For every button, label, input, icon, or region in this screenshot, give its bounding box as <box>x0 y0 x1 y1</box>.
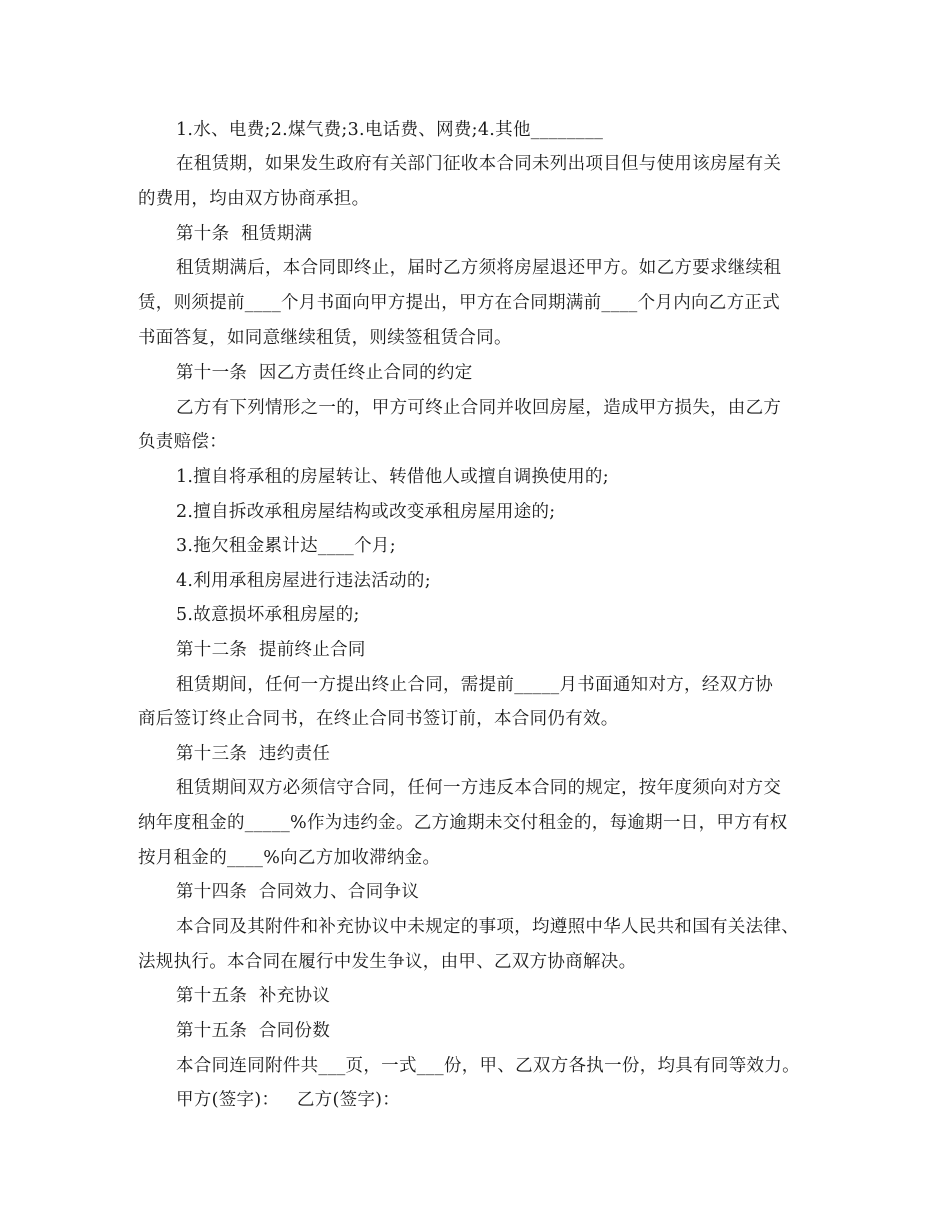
article-heading: 第十条 租赁期满 <box>176 224 313 244</box>
list-item: 4.利用承租房屋进行违法活动的; <box>176 571 431 591</box>
article-heading: 第十四条 合同效力、合同争议 <box>176 882 420 902</box>
list-item: 2.擅自拆改承租房屋结构或改变承租房屋用途的; <box>176 502 556 522</box>
paragraph-line: 租赁期间双方必须信守合同，任何一方违反本合同的规定，按年度须向对方交 <box>176 778 782 798</box>
article-heading: 第十五条 补充协议 <box>176 986 331 1006</box>
list-item: 5.故意损坏承租房屋的; <box>176 605 360 625</box>
paragraph-line: 纳年度租金的_____%作为违约金。乙方逾期未交付租金的，每逾期一日，甲方有权 <box>138 813 788 833</box>
article-heading: 第十二条 提前终止合同 <box>176 640 366 660</box>
paragraph-line: 乙方有下列情形之一的，甲方可终止合同并收回房屋，造成甲方损失，由乙方 <box>176 398 782 418</box>
article-heading: 第十三条 违约责任 <box>176 744 331 764</box>
list-item: 3.拖欠租金累计达____个月; <box>176 536 396 556</box>
paragraph-line: 赁，则须提前____个月书面向甲方提出，甲方在合同期满前____个月内向乙方正式 <box>138 293 780 313</box>
paragraph-line: 商后签订终止合同书，在终止合同书签订前，本合同仍有效。 <box>138 709 619 729</box>
article-heading: 第十五条 合同份数 <box>176 1021 331 1041</box>
list-item: 1.擅自将承租的房屋转让、转借他人或擅自调换使用的; <box>176 467 609 487</box>
paragraph-line: 法规执行。本合同在履行中发生争议，由甲、乙双方协商解决。 <box>138 952 637 972</box>
signature-line: 甲方(签字)： 乙方(签字)： <box>176 1090 401 1110</box>
article-heading: 第十一条 因乙方责任终止合同的约定 <box>176 363 473 383</box>
paragraph-line: 按月租金的____%向乙方加收滞纳金。 <box>138 848 441 868</box>
paragraph-line: 书面答复，如同意继续租赁，则续签租赁合同。 <box>138 328 512 348</box>
paragraph-line: 租赁期满后，本合同即终止，届时乙方须将房屋退还甲方。如乙方要求继续租 <box>176 258 782 278</box>
fee-items-line: 1.水、电费;2.煤气费;3.电话费、网费;4.其他________ <box>176 120 604 140</box>
paragraph-line: 本合同连同附件共___页，一式___份，甲、乙双方各执一份，均具有同等效力。 <box>176 1056 800 1076</box>
paragraph-line: 租赁期间，任何一方提出终止合同，需提前_____月书面通知对方，经双方协 <box>176 675 774 695</box>
paragraph-line: 负责赔偿： <box>138 432 227 452</box>
paragraph-line: 在租赁期，如果发生政府有关部门征收本合同未列出项目但与使用该房屋有关 <box>176 154 782 174</box>
paragraph-line: 本合同及其附件和补充协议中未规定的事项，均遵照中华人民共和国有关法律、 <box>176 917 799 937</box>
paragraph-line: 的费用，均由双方协商承担。 <box>138 189 370 209</box>
